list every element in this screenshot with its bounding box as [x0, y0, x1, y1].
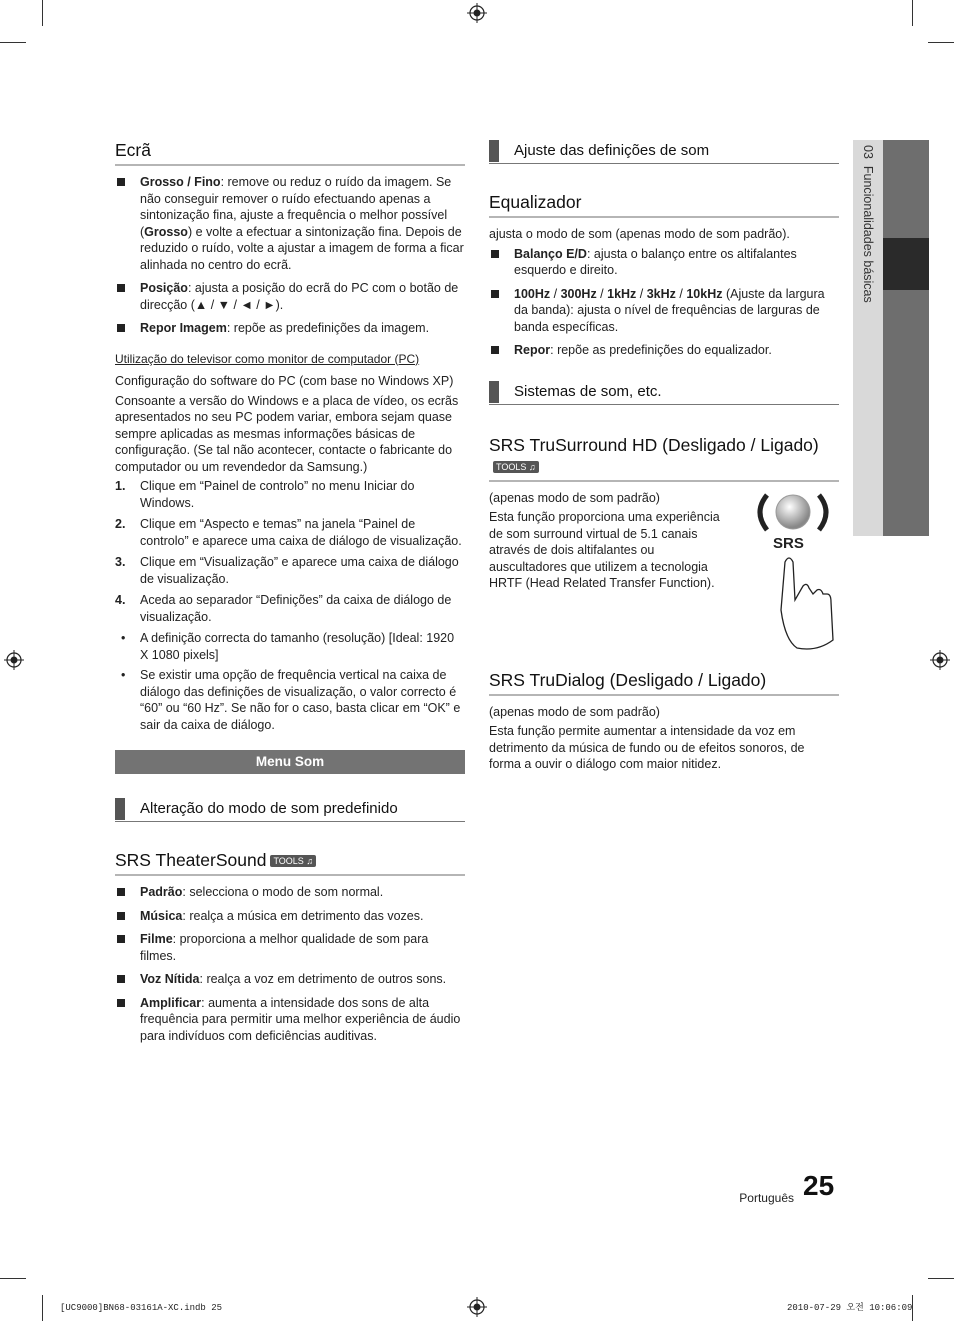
- section-title-theatersound: SRS TheaterSound TOOLS ♫: [115, 850, 465, 876]
- svg-text:SRS: SRS: [773, 534, 804, 552]
- trudialog-text: Esta função permite aumentar a intensidade da voz em detrimento da música de fundo ou de efeitos sonoros, de forma a ouvir o diálogo com maior nitidez.: [489, 724, 805, 771]
- pc-steps: [115, 478, 465, 625]
- eq-intro: ajusta o modo de som (apenas modo de som padrão).: [489, 227, 790, 241]
- registration-mark-icon: [467, 1297, 487, 1317]
- registration-mark-icon: [467, 3, 487, 23]
- trusurround-note: (apenas modo de som padrão): [489, 490, 660, 505]
- list-item: Balanço E/D: ajusta o balanço entre os altifalantes esquerdo e direito.: [489, 246, 839, 279]
- trusurround-text: Esta função proporciona uma experiência de som surround virtual de 5.1 canais através de dois altifalantes ou auscultadores que utilizem a tecnologia HRTF (Head Related Transfer Function).: [489, 510, 720, 590]
- trusurround-body: [489, 490, 839, 650]
- print-info-left: [UC9000]BN68-03161A-XC.indb 25: [60, 1303, 223, 1313]
- theatersound-list: [115, 884, 465, 1044]
- chapter-tab-dark: [883, 140, 929, 536]
- list-item: Voz Nítida: realça a voz em detrimento de outros sons.: [115, 971, 465, 988]
- ecra-list: [115, 174, 465, 337]
- chapter-label: 03 Funcionalidades básicas: [861, 145, 875, 303]
- section-title-trudialog: SRS TruDialog (Desligado / Ligado): [489, 670, 839, 696]
- trudialog-note: (apenas modo de som padrão): [489, 704, 660, 719]
- registration-mark-icon: [4, 650, 24, 670]
- page-number: 25: [803, 1170, 835, 1201]
- list-item: Música: realça a música em detrimento das vozes.: [115, 908, 465, 925]
- list-item: 2. Clique em “Aspecto e temas” na janela “Painel de controlo” e aparece uma caixa de diálogo de visualização.: [115, 517, 462, 548]
- registration-mark-icon: [930, 650, 950, 670]
- tools-badge: TOOLS ♫: [270, 855, 316, 867]
- srs-hand-logo-icon: [737, 490, 837, 650]
- menu-som-banner: Menu Som: [115, 750, 465, 774]
- right-column: [489, 140, 839, 776]
- crop-mark: [928, 42, 954, 43]
- list-item: Posição: ajusta a posição do ecrã do PC com o botão de direcção (▲ / ▼ / ◄ / ►).: [115, 280, 465, 313]
- crop-mark: [0, 1278, 26, 1279]
- srs-logo: [737, 490, 837, 650]
- tools-badge: TOOLS ♫: [493, 461, 539, 473]
- print-info-right: 2010-07-29 오전 10:06:09: [787, 1303, 913, 1313]
- crop-mark: [928, 1278, 954, 1279]
- list-item: Padrão: selecciona o modo de som normal.: [115, 884, 465, 901]
- list-item: 3. Clique em “Visualização” e aparece uma caixa de diálogo de visualização.: [115, 555, 459, 586]
- crop-mark: [42, 0, 43, 26]
- list-item: Repor Imagem: repõe as predefinições da imagem.: [115, 320, 465, 337]
- crop-mark: [0, 42, 26, 43]
- section-title-alteracao: Alteração do modo de som predefinido: [115, 798, 465, 822]
- pc-paragraph: Consoante a versão do Windows e a placa de vídeo, os ecrãs apresentados no seu PC podem variar, embora sejam quase sempre aplicadas as mesmas informações básicas de configuração. (Se tal não acontecer, contacte o fabricante do computador ou um revendedor da Samsung.): [115, 393, 459, 474]
- list-item: Grosso / Fino: remove ou reduz o ruído da imagem. Se não conseguir remover o ruído efectuando apenas a sintonização fina, ajuste a frequência o melhor possível (Grosso) e volte a efectuar a sintonização fina. Depois de reduzido o ruído, volte a ajustar a imagem de forma a ficar alinhada no centro do ecrã.: [115, 174, 465, 273]
- crop-mark: [912, 0, 913, 26]
- section-title-equalizador: Equalizador: [489, 192, 839, 218]
- list-item: 4. Aceda ao separador “Definições” da caixa de diálogo de visualização.: [115, 593, 452, 624]
- list-item: • Se existir uma opção de frequência vertical na caixa de diálogo das definições de visualização, o valor correcto é “60” ou “60 Hz”. Se não for o caso, basta clicar em “OK” e sair da caixa de diálogo.: [115, 667, 465, 733]
- pc-notes: [115, 630, 465, 733]
- left-column: [115, 140, 465, 1051]
- pc-paragraph: Configuração do software do PC (com base no Windows XP): [115, 374, 454, 388]
- equalizer-list: [489, 246, 839, 359]
- section-title-ajuste: Ajuste das definições de som: [489, 140, 839, 164]
- chapter-tab-marker: [883, 238, 929, 290]
- section-title-trusurround: SRS TruSurround HD (Desligado / Ligado)TOOLS ♫: [489, 435, 839, 482]
- list-item: Repor: repõe as predefinições do equalizador.: [489, 342, 839, 359]
- footer-language: Português: [739, 1191, 794, 1205]
- pc-subtitle: Utilização do televisor como monitor de computador (PC): [115, 351, 420, 366]
- list-item: Amplificar: aumenta a intensidade dos sons de alta frequência para permitir uma melhor experiência de áudio para indivíduos com deficiências auditivas.: [115, 995, 465, 1045]
- list-item: 1. Clique em “Painel de controlo” no menu Iniciar do Windows.: [115, 479, 415, 510]
- crop-mark: [42, 1295, 43, 1321]
- section-title-sistemas: Sistemas de som, etc.: [489, 381, 839, 405]
- list-item: Filme: proporciona a melhor qualidade de som para filmes.: [115, 931, 465, 964]
- section-title-ecra: Ecrã: [115, 140, 465, 166]
- list-item: • A definição correcta do tamanho (resolução) [Ideal: 1920 X 1080 pixels]: [115, 630, 465, 663]
- list-item: 100Hz / 300Hz / 1kHz / 3kHz / 10kHz (Ajuste da largura da banda): ajusta o nível de frequências de larguras de banda específicas.: [489, 286, 839, 336]
